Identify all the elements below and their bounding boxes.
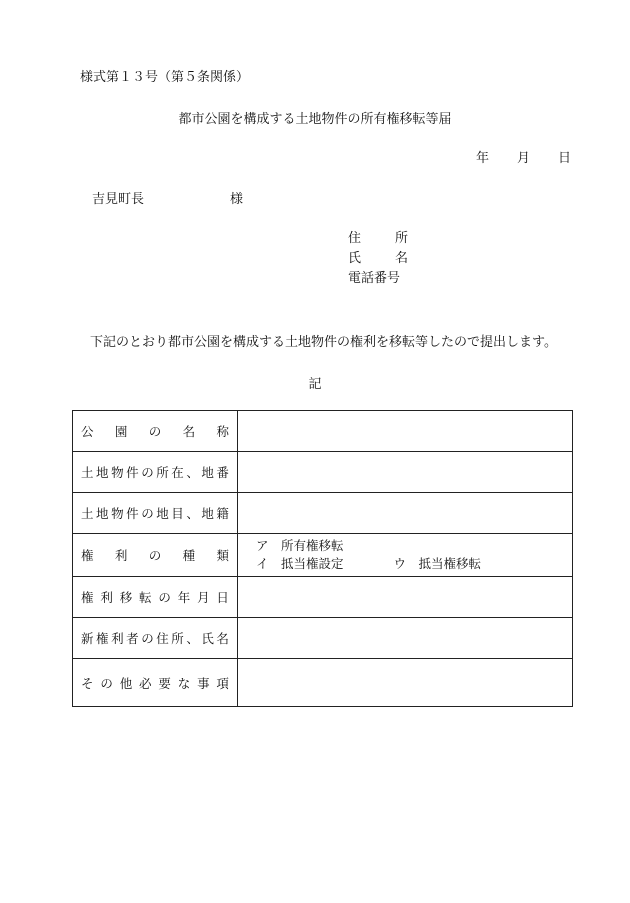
addressee-honorific: 様 bbox=[230, 192, 244, 207]
applicant-phone-label: 電話番号 bbox=[348, 271, 401, 286]
land-location-label-cell bbox=[73, 452, 238, 493]
ki-heading: 記 bbox=[308, 377, 322, 392]
date-month-label: 月 bbox=[517, 151, 531, 166]
date-year-label: 年 bbox=[476, 151, 490, 166]
option-ownership-transfer: ア 所有権移転 bbox=[256, 538, 344, 553]
document-title: 都市公園を構成する土地物件の所有権移転等届 bbox=[178, 112, 452, 127]
park-name-value-cell[interactable] bbox=[238, 411, 573, 452]
transfer-date-value-cell[interactable] bbox=[238, 577, 573, 618]
land-location-label: 土 地 物 件 の 所 在 、 地 番 bbox=[81, 465, 229, 480]
table-row-land-category bbox=[73, 493, 573, 534]
park-name-label: 公 園 の 名 称 bbox=[81, 424, 229, 439]
other-matters-value-cell[interactable] bbox=[238, 659, 573, 707]
date-day-label: 日 bbox=[558, 151, 572, 166]
right-type-value-cell[interactable] bbox=[238, 534, 573, 577]
table-row-transfer-date bbox=[73, 577, 573, 618]
new-holder-value-cell[interactable] bbox=[238, 618, 573, 659]
table-row-other-matters bbox=[73, 659, 573, 707]
new-holder-label-cell bbox=[73, 618, 238, 659]
table-row-land-location bbox=[73, 452, 573, 493]
table-row-right-type bbox=[73, 534, 573, 577]
date-line bbox=[476, 147, 571, 166]
park-name-label-cell bbox=[73, 411, 238, 452]
other-matters-label-cell bbox=[73, 659, 238, 707]
land-category-label-cell bbox=[73, 493, 238, 534]
table-row-new-holder bbox=[73, 618, 573, 659]
addressee bbox=[92, 188, 243, 207]
option-mortgage-setting: イ 抵当権設定 bbox=[256, 556, 344, 571]
applicant-address-label: 住 所 bbox=[348, 231, 408, 246]
other-matters-label: そ の 他 必 要 な 事 項 bbox=[81, 675, 229, 691]
option-mortgage-transfer: ウ 抵当権移転 bbox=[393, 556, 482, 571]
new-holder-label: 新 権 利 者 の 住 所 、 氏 名 bbox=[81, 631, 229, 646]
transfer-date-label: 権 利 移 転 の 年 月 日 bbox=[81, 590, 229, 605]
land-location-value-cell[interactable] bbox=[238, 452, 573, 493]
right-type-label: 権 利 の 種 類 bbox=[81, 548, 229, 563]
transfer-date-label-cell bbox=[73, 577, 238, 618]
applicant-block bbox=[348, 229, 408, 289]
details-table bbox=[72, 410, 573, 707]
right-type-label-cell bbox=[73, 534, 238, 577]
form-number: 様式第１３号（第５条関係） bbox=[80, 70, 250, 85]
addressee-name: 吉見町長 bbox=[92, 192, 145, 207]
land-category-label: 土 地 物 件 の 地 目 、 地 籍 bbox=[81, 506, 229, 521]
land-category-value-cell[interactable] bbox=[238, 493, 573, 534]
table-row-park-name bbox=[73, 411, 573, 452]
applicant-name-label: 氏 名 bbox=[348, 251, 408, 266]
statement-text: 下記のとおり都市公園を構成する土地物件の権利を移転等したので提出します。 bbox=[90, 335, 557, 350]
